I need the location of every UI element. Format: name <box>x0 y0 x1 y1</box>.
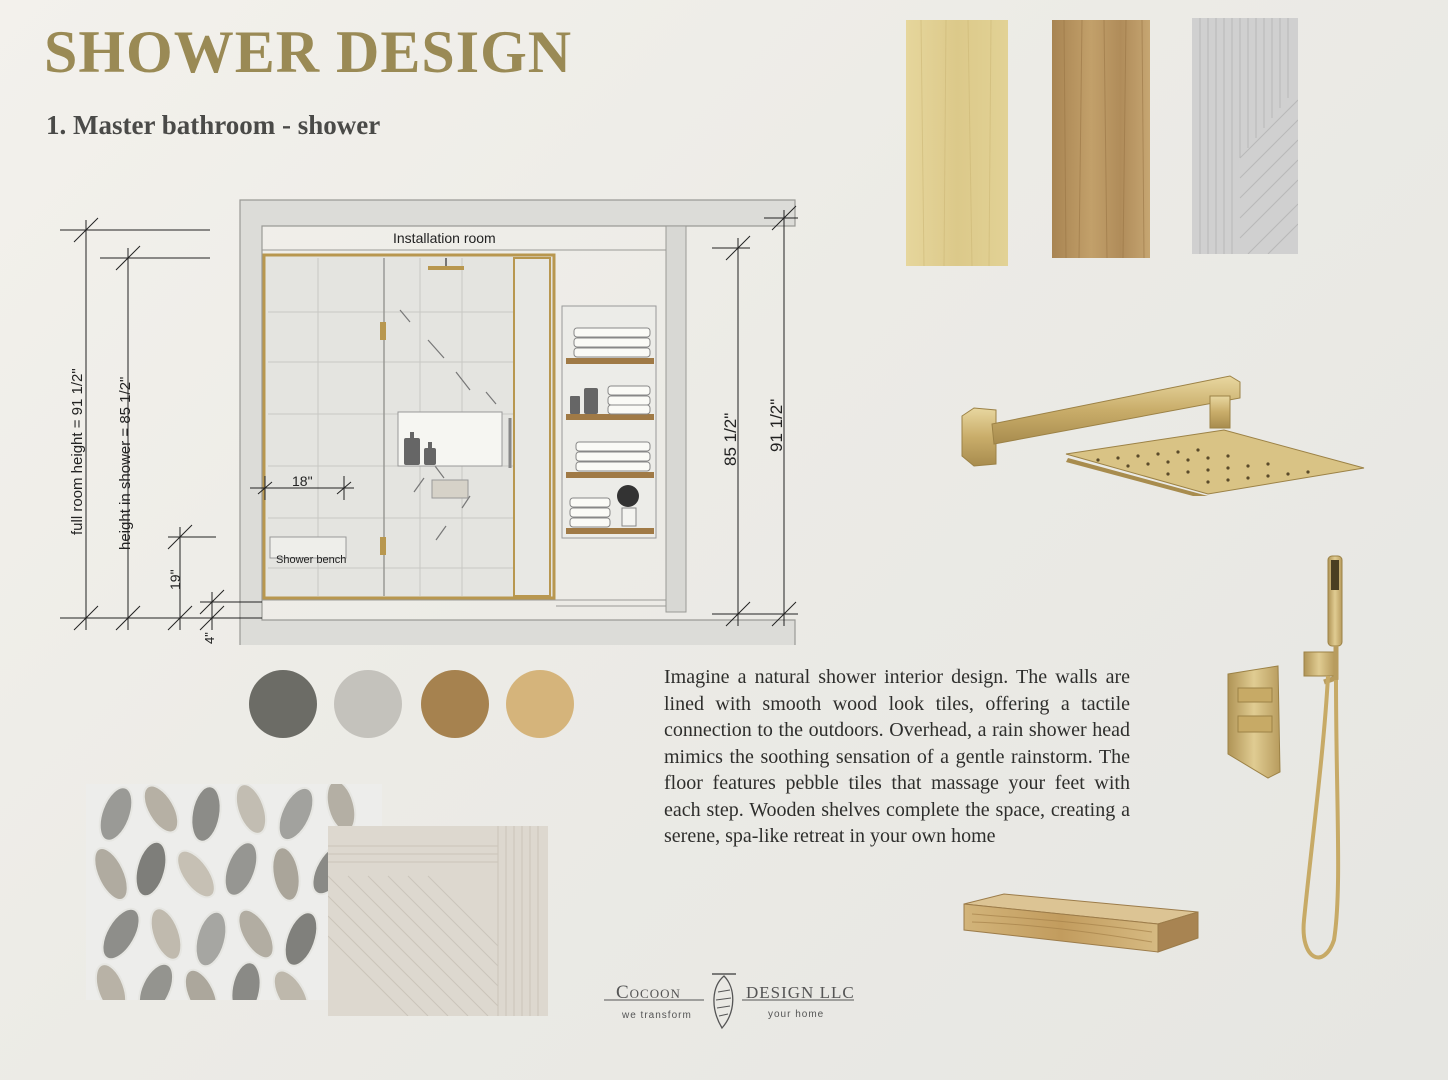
installation-room-label: Installation room <box>393 230 496 246</box>
dim-85-label: 85 1/2" <box>721 412 740 466</box>
dim-19-label: 19" <box>167 569 183 590</box>
dim-4-label: 4" <box>202 632 217 644</box>
logo-tagline-right: your home <box>768 1009 825 1020</box>
rain-shower-head-image <box>958 372 1368 496</box>
color-swatch-wood-brown <box>421 670 489 738</box>
cocoon-icon <box>712 974 736 1028</box>
color-swatch-grey <box>249 670 317 738</box>
dim-18-label: 18" <box>292 473 313 489</box>
shower-elevation-drawing <box>60 185 805 645</box>
beige-linear-tile-image <box>328 826 548 1016</box>
shower-bench-label: Shower bench <box>276 554 347 566</box>
color-swatch-sand-gold <box>506 670 574 738</box>
logo-tagline-left: we transform <box>622 1010 692 1021</box>
medium-wood-tile-image <box>1052 20 1150 258</box>
design-description: Imagine a natural shower interior design. The walls are lined with smooth wood look tiles, offering a tactile connection to the outdoors. Overhead, a rain shower head mimics the soothing sensation of a gentle rainstorm. The floor features pebble tiles that massage your feet with each step. Wooden shelves complete the space, creating a serene, spa-like retreat in your own home <box>664 666 1130 847</box>
shower-valve-and-hand-shower-image <box>1224 550 1374 978</box>
page-subtitle: 1. Master bathroom - shower <box>46 110 381 140</box>
page-title: SHOWER DESIGN <box>44 19 573 85</box>
color-swatch-light-grey <box>334 670 402 738</box>
light-wood-tile-image <box>906 20 1008 266</box>
shower-height-label: height in shower = 85 1/2" <box>117 376 134 550</box>
wooden-shelf-image <box>962 892 1200 956</box>
logo-left-word: Cocoon <box>616 982 681 1003</box>
full-room-height-label: full room height = 91 1/2" <box>69 368 86 535</box>
logo-right-word: DESIGN LLC <box>746 983 855 1002</box>
cocoon-design-logo <box>600 968 860 1038</box>
dim-91-label: 91 1/2" <box>767 398 786 452</box>
grey-linear-tile-image <box>1192 18 1298 254</box>
